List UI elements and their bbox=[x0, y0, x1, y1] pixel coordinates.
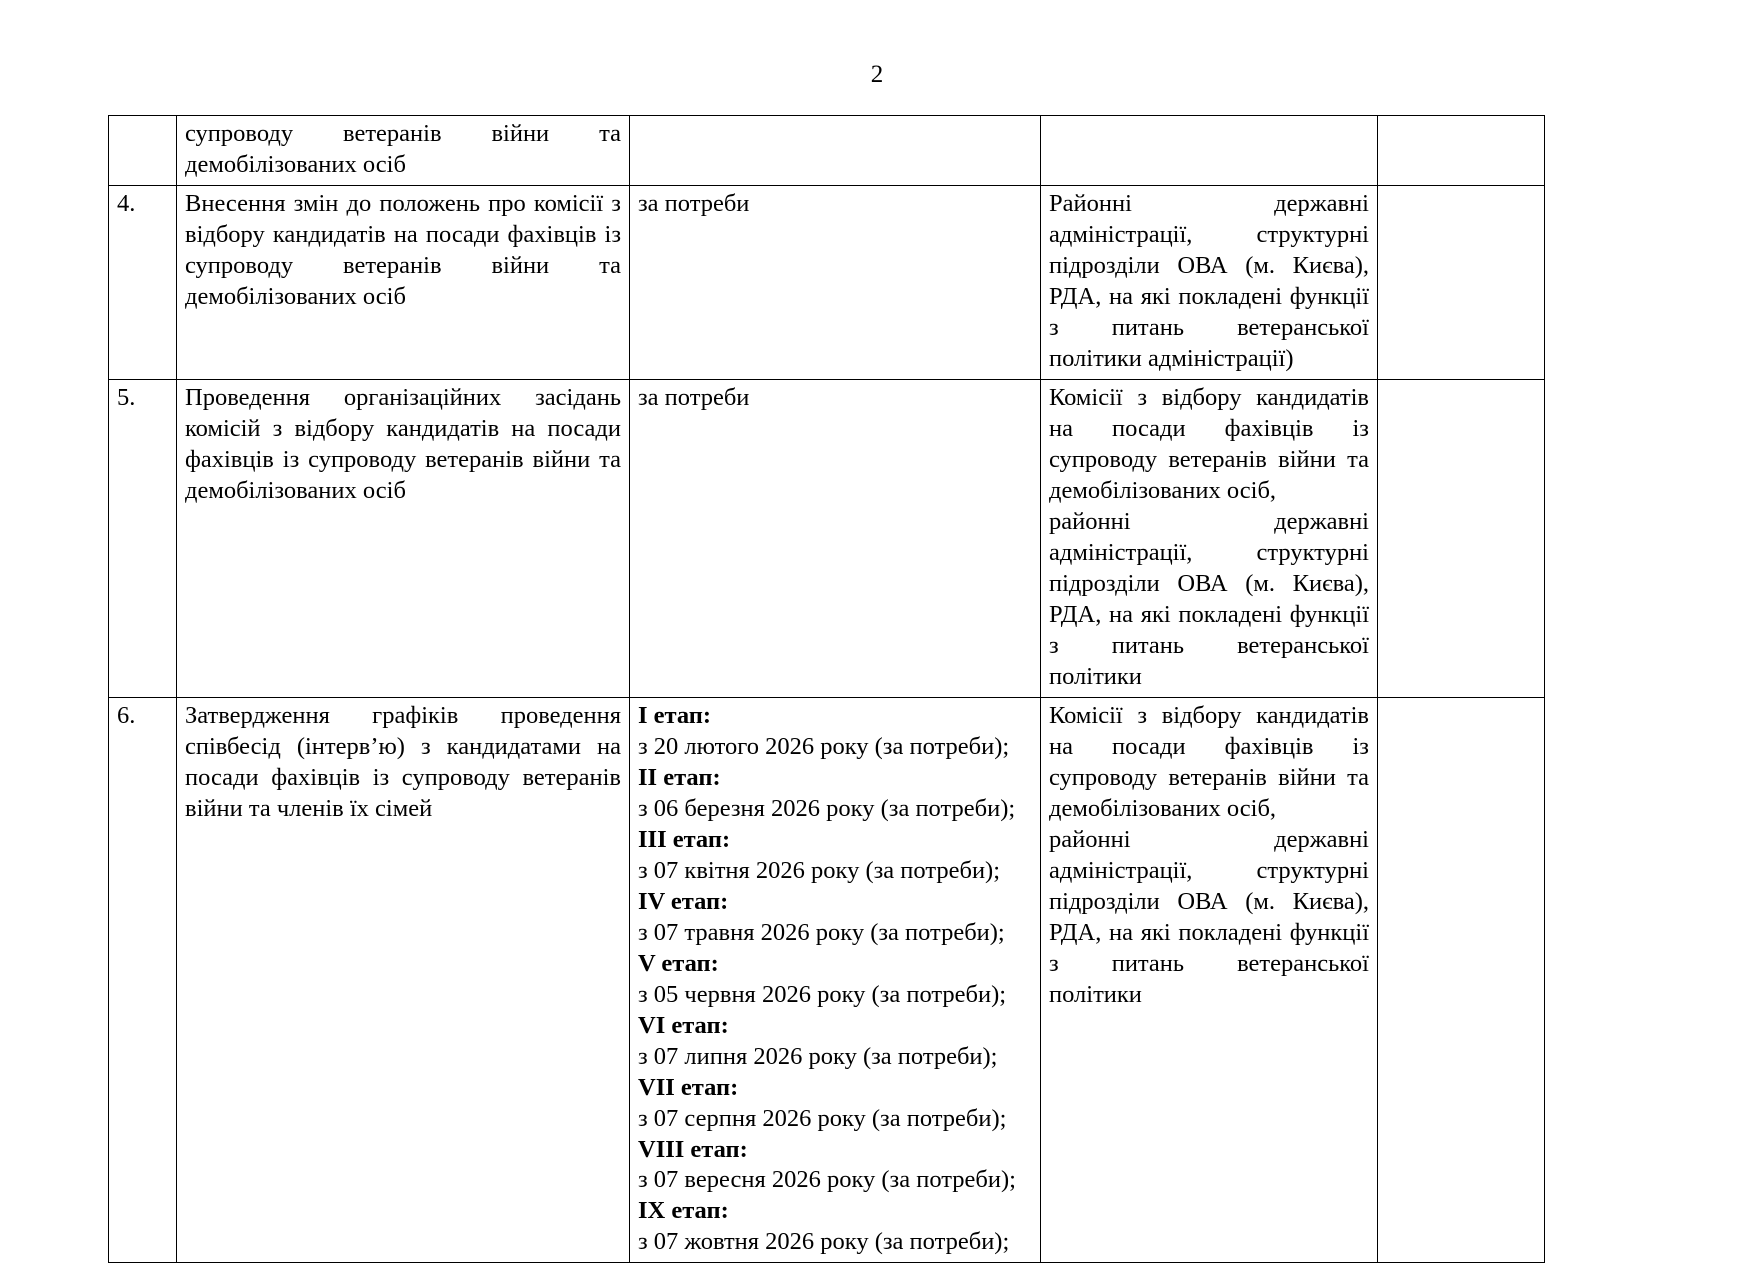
row-task: Затвердження графіків проведення співбесід (інтерв’ю) з кандидатами на посади фахівців із супроводу ветеранів війни та членів їх сімей bbox=[177, 697, 630, 1263]
stage-line: з 07 квітня 2026 року (за потреби); bbox=[638, 856, 1001, 884]
table-row bbox=[109, 185, 1545, 379]
row-responsible bbox=[1041, 697, 1378, 1263]
row-term: за потреби bbox=[630, 185, 1041, 379]
stage-title: VIII етап: bbox=[638, 1135, 748, 1163]
row-note bbox=[1378, 697, 1545, 1263]
row-responsible bbox=[1041, 116, 1378, 186]
stage-title: II етап: bbox=[638, 763, 721, 791]
responsible-line: районні державні адміністрації, структурні підрозділи ОВА (м. Києва), РДА, на які покладені функції з питань ветеранської політики bbox=[1049, 507, 1369, 690]
stage-line: з 07 липня 2026 року (за потреби); bbox=[638, 1042, 998, 1070]
stage-line: з 07 жовтня 2026 року (за потреби); bbox=[638, 1228, 1010, 1256]
row-number bbox=[109, 116, 177, 186]
page-number: 2 bbox=[870, 61, 884, 88]
stage-line: з 07 вересня 2026 року (за потреби); bbox=[638, 1166, 1016, 1194]
row-task: Внесення змін до положень про комісії з відбору кандидатів на посади фахівців із супроводу ветеранів війни та демобілізованих осіб bbox=[177, 185, 630, 379]
row-note bbox=[1378, 116, 1545, 186]
table-row bbox=[109, 116, 1545, 186]
stage-line: з 06 березня 2026 року (за потреби); bbox=[638, 794, 1016, 822]
stage-title: IV етап: bbox=[638, 887, 729, 915]
stage-line: з 07 травня 2026 року (за потреби); bbox=[638, 918, 1005, 946]
responsible-line: районні державні адміністрації, структурні підрозділи ОВА (м. Києва), РДА, на які покладені функції з питань ветеранської політики bbox=[1049, 825, 1369, 1008]
stage-title: VI етап: bbox=[638, 1011, 729, 1039]
row-term bbox=[630, 116, 1041, 186]
row-term: за потреби bbox=[630, 379, 1041, 697]
stage-line: з 20 лютого 2026 року (за потреби); bbox=[638, 732, 1010, 760]
row-responsible bbox=[1041, 379, 1378, 697]
stage-title: I етап: bbox=[638, 701, 712, 729]
row-task: Проведення організаційних засідань комісій з відбору кандидатів на посади фахівців із супроводу ветеранів війни та демобілізованих осіб bbox=[177, 379, 630, 697]
row-number: 6. bbox=[109, 697, 177, 1263]
stage-title: IX етап: bbox=[638, 1197, 729, 1225]
row-responsible: Районні державні адміністрації, структурні підрозділи ОВА (м. Києва), РДА, на які покладені функції з питань ветеранської політики адміністрації) bbox=[1041, 185, 1378, 379]
stage-title: V етап: bbox=[638, 949, 719, 977]
stage-title: III етап: bbox=[638, 825, 731, 853]
row-task: супроводу ветеранів війни та демобілізованих осіб bbox=[177, 116, 630, 186]
responsible-line: Комісії з відбору кандидатів на посади фахівців із супроводу ветеранів війни та демобілізованих осіб, bbox=[1049, 383, 1369, 504]
row-note bbox=[1378, 185, 1545, 379]
responsible-line: Комісії з відбору кандидатів на посади фахівців із супроводу ветеранів війни та демобілізованих осіб, bbox=[1049, 701, 1369, 822]
row-term bbox=[630, 697, 1041, 1263]
row-note bbox=[1378, 379, 1545, 697]
stage-title: VII етап: bbox=[638, 1073, 739, 1101]
table-row bbox=[109, 697, 1545, 1263]
stage-line: з 05 червня 2026 року (за потреби); bbox=[638, 980, 1007, 1008]
stage-line: з 07 серпня 2026 року (за потреби); bbox=[638, 1104, 1007, 1132]
row-number: 4. bbox=[109, 185, 177, 379]
table-row bbox=[109, 379, 1545, 697]
row-number: 5. bbox=[109, 379, 177, 697]
schedule-table bbox=[108, 115, 1545, 1263]
